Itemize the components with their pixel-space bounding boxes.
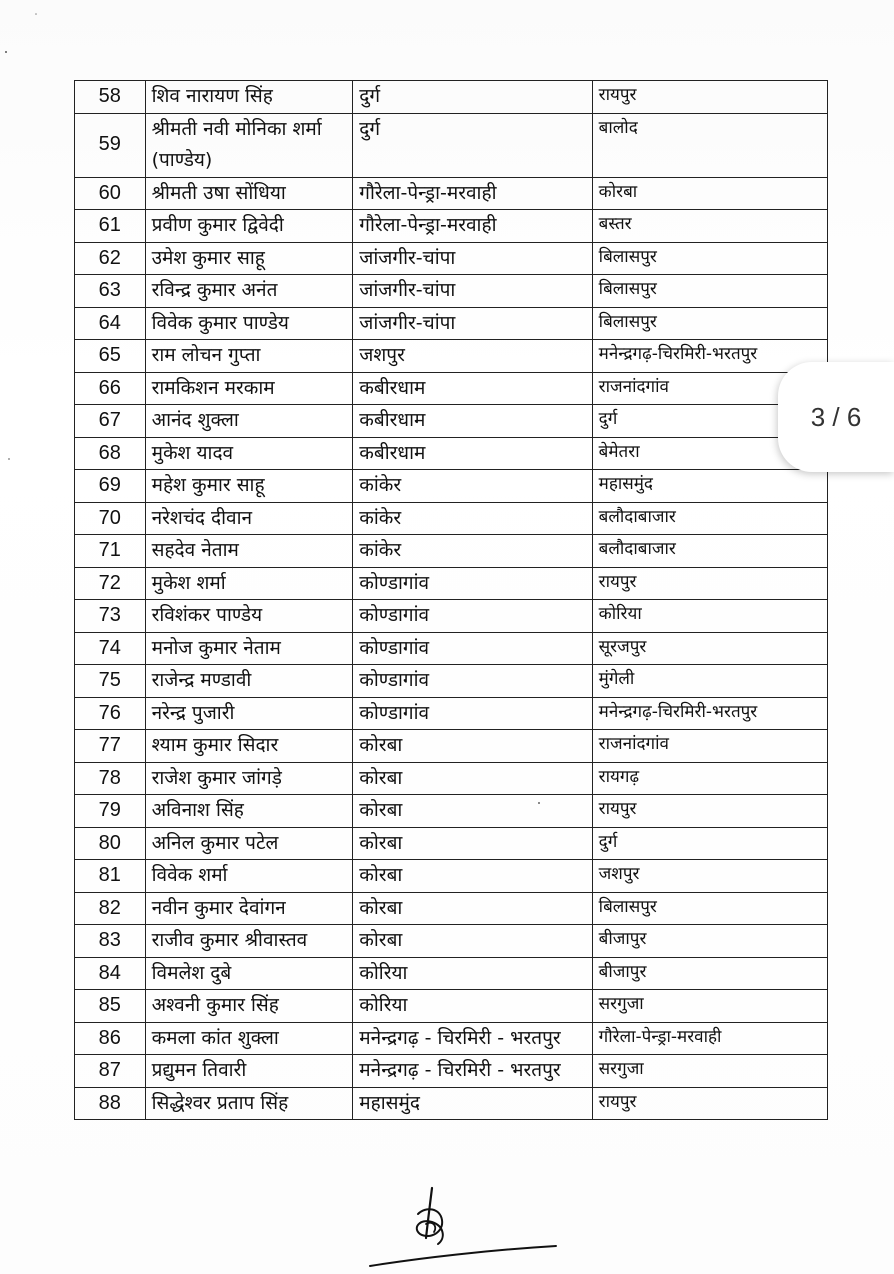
transfer-district-cell: गौरेला-पेन्ड्रा-मरवाही bbox=[592, 1022, 827, 1055]
table-row bbox=[75, 437, 828, 470]
employee-name-cell: रामकिशन मरकाम bbox=[145, 372, 353, 405]
current-district-cell: कबीरधाम bbox=[353, 405, 592, 438]
employee-name-cell: उमेश कुमार साहू bbox=[145, 242, 353, 275]
table-row bbox=[75, 567, 828, 600]
serial-number-cell: 78 bbox=[75, 762, 146, 795]
employee-name-cell: श्याम कुमार सिदार bbox=[145, 730, 353, 763]
table-row bbox=[75, 177, 828, 210]
transfer-district-cell: कोरिया bbox=[592, 600, 827, 633]
table-row bbox=[75, 697, 828, 730]
serial-number-cell: 82 bbox=[75, 892, 146, 925]
current-district-cell: जशपुर bbox=[353, 340, 592, 373]
employee-name-cell: अविनाश सिंह bbox=[145, 795, 353, 828]
serial-number-cell: 71 bbox=[75, 535, 146, 568]
employee-name-cell: शिव नारायण सिंह bbox=[145, 81, 353, 114]
current-district-cell: मनेन्द्रगढ़ - चिरमिरी - भरतपुर bbox=[353, 1022, 592, 1055]
table-row bbox=[75, 860, 828, 893]
serial-number-cell: 87 bbox=[75, 1055, 146, 1088]
table-row bbox=[75, 535, 828, 568]
table-row bbox=[75, 210, 828, 243]
employee-name-cell: विमलेश दुबे bbox=[145, 957, 353, 990]
serial-number-cell: 81 bbox=[75, 860, 146, 893]
employee-name-cell: सिद्धेश्वर प्रताप सिंह bbox=[145, 1087, 353, 1120]
current-district-cell: दुर्ग bbox=[353, 113, 592, 177]
employee-name-cell: रविन्द्र कुमार अनंत bbox=[145, 275, 353, 308]
transfer-district-cell: कोरबा bbox=[592, 177, 827, 210]
signature-image bbox=[360, 1180, 570, 1270]
serial-number-cell: 58 bbox=[75, 81, 146, 114]
employee-name-cell: आनंद शुक्ला bbox=[145, 405, 353, 438]
serial-number-cell: 84 bbox=[75, 957, 146, 990]
employee-name-cell: प्रवीण कुमार द्विवेदी bbox=[145, 210, 353, 243]
current-district-cell: कोरबा bbox=[353, 795, 592, 828]
employee-name-cell: नवीन कुमार देवांगन bbox=[145, 892, 353, 925]
serial-number-cell: 70 bbox=[75, 502, 146, 535]
current-district-cell: कोण्डागांव bbox=[353, 600, 592, 633]
current-district-cell: कोरबा bbox=[353, 762, 592, 795]
transfer-district-cell: रायपुर bbox=[592, 81, 827, 114]
current-district-cell: दुर्ग bbox=[353, 81, 592, 114]
employee-name-cell: श्रीमती नवी मोनिका शर्मा (पाण्डेय) bbox=[145, 113, 353, 177]
employee-name-cell: विवेक कुमार पाण्डेय bbox=[145, 307, 353, 340]
serial-number-cell: 73 bbox=[75, 600, 146, 633]
current-district-cell: कोरबा bbox=[353, 827, 592, 860]
transfer-district-cell: रायपुर bbox=[592, 567, 827, 600]
current-district-cell: कोरिया bbox=[353, 957, 592, 990]
employee-name-cell: महेश कुमार साहू bbox=[145, 470, 353, 503]
employee-name-cell: नरेन्द्र पुजारी bbox=[145, 697, 353, 730]
page-indicator: 3 / 6 bbox=[778, 362, 894, 472]
transfer-district-cell: बलौदाबाजार bbox=[592, 535, 827, 568]
current-district-cell: जांजगीर-चांपा bbox=[353, 275, 592, 308]
employee-name-cell: राजेन्द्र मण्डावी bbox=[145, 665, 353, 698]
serial-number-cell: 65 bbox=[75, 340, 146, 373]
table-row bbox=[75, 1022, 828, 1055]
transfer-district-cell: सरगुजा bbox=[592, 1055, 827, 1088]
table-row bbox=[75, 502, 828, 535]
serial-number-cell: 75 bbox=[75, 665, 146, 698]
current-district-cell: कांकेर bbox=[353, 502, 592, 535]
serial-number-cell: 86 bbox=[75, 1022, 146, 1055]
transfer-district-cell: बस्तर bbox=[592, 210, 827, 243]
transfer-district-cell: बिलासपुर bbox=[592, 892, 827, 925]
table-row bbox=[75, 795, 828, 828]
transfer-district-cell: बालोद bbox=[592, 113, 827, 177]
current-district-cell: गौरेला-पेन्ड्रा-मरवाही bbox=[353, 210, 592, 243]
current-district-cell: कांकेर bbox=[353, 470, 592, 503]
serial-number-cell: 61 bbox=[75, 210, 146, 243]
current-district-cell: गौरेला-पेन्ड्रा-मरवाही bbox=[353, 177, 592, 210]
serial-number-cell: 64 bbox=[75, 307, 146, 340]
transfer-district-cell: रायपुर bbox=[592, 1087, 827, 1120]
current-district-cell: कबीरधाम bbox=[353, 372, 592, 405]
transfer-district-cell: बेमेतरा bbox=[592, 437, 827, 470]
transfer-district-cell: मनेन्द्रगढ़-चिरमिरी-भरतपुर bbox=[592, 340, 827, 373]
table-row bbox=[75, 372, 828, 405]
table-row bbox=[75, 1087, 828, 1120]
serial-number-cell: 63 bbox=[75, 275, 146, 308]
current-district-cell: कबीरधाम bbox=[353, 437, 592, 470]
transfer-district-cell: बिलासपुर bbox=[592, 242, 827, 275]
current-district-cell: कांकेर bbox=[353, 535, 592, 568]
table-row bbox=[75, 957, 828, 990]
table-row bbox=[75, 81, 828, 114]
current-district-cell: कोण्डागांव bbox=[353, 567, 592, 600]
transfer-district-cell: मुंगेली bbox=[592, 665, 827, 698]
table-row bbox=[75, 242, 828, 275]
serial-number-cell: 60 bbox=[75, 177, 146, 210]
serial-number-cell: 72 bbox=[75, 567, 146, 600]
employee-name-cell: मुकेश यादव bbox=[145, 437, 353, 470]
transfer-district-cell: राजनांदगांव bbox=[592, 730, 827, 763]
serial-number-cell: 76 bbox=[75, 697, 146, 730]
serial-number-cell: 85 bbox=[75, 990, 146, 1023]
current-district-cell: कोरिया bbox=[353, 990, 592, 1023]
serial-number-cell: 83 bbox=[75, 925, 146, 958]
table-row bbox=[75, 990, 828, 1023]
transfer-district-cell: जशपुर bbox=[592, 860, 827, 893]
serial-number-cell: 62 bbox=[75, 242, 146, 275]
serial-number-cell: 79 bbox=[75, 795, 146, 828]
employee-name-cell: विवेक शर्मा bbox=[145, 860, 353, 893]
transfer-district-cell: राजनांदगांव bbox=[592, 372, 827, 405]
employee-name-cell: रविशंकर पाण्डेय bbox=[145, 600, 353, 633]
serial-number-cell: 66 bbox=[75, 372, 146, 405]
table-row bbox=[75, 275, 828, 308]
transfer-district-cell: मनेन्द्रगढ़-चिरमिरी-भरतपुर bbox=[592, 697, 827, 730]
employee-name-cell: कमला कांत शुक्ला bbox=[145, 1022, 353, 1055]
table-row bbox=[75, 632, 828, 665]
table-row bbox=[75, 340, 828, 373]
current-district-cell: जांजगीर-चांपा bbox=[353, 307, 592, 340]
transfer-table-body bbox=[75, 81, 828, 1120]
employee-name-cell: नरेशचंद दीवान bbox=[145, 502, 353, 535]
transfer-district-cell: बीजापुर bbox=[592, 957, 827, 990]
current-district-cell: कोण्डागांव bbox=[353, 632, 592, 665]
table-row bbox=[75, 1055, 828, 1088]
table-row bbox=[75, 730, 828, 763]
serial-number-cell: 59 bbox=[75, 113, 146, 177]
employee-name-cell: सहदेव नेताम bbox=[145, 535, 353, 568]
table-row bbox=[75, 762, 828, 795]
employee-name-cell: मनोज कुमार नेताम bbox=[145, 632, 353, 665]
table-row bbox=[75, 405, 828, 438]
transfer-district-cell: रायगढ़ bbox=[592, 762, 827, 795]
current-district-cell: कोरबा bbox=[353, 730, 592, 763]
employee-name-cell: मुकेश शर्मा bbox=[145, 567, 353, 600]
employee-name-cell: श्रीमती उषा सोंधिया bbox=[145, 177, 353, 210]
transfer-district-cell: बलौदाबाजार bbox=[592, 502, 827, 535]
current-district-cell: कोरबा bbox=[353, 892, 592, 925]
employee-name-cell: राजीव कुमार श्रीवास्तव bbox=[145, 925, 353, 958]
serial-number-cell: 74 bbox=[75, 632, 146, 665]
current-district-cell: कोरबा bbox=[353, 925, 592, 958]
serial-number-cell: 69 bbox=[75, 470, 146, 503]
table-row bbox=[75, 892, 828, 925]
transfer-district-cell: बिलासपुर bbox=[592, 275, 827, 308]
serial-number-cell: 67 bbox=[75, 405, 146, 438]
transfer-district-cell: रायपुर bbox=[592, 795, 827, 828]
transfer-district-cell: बीजापुर bbox=[592, 925, 827, 958]
current-district-cell: कोण्डागांव bbox=[353, 665, 592, 698]
serial-number-cell: 80 bbox=[75, 827, 146, 860]
table-row bbox=[75, 925, 828, 958]
table-row bbox=[75, 307, 828, 340]
transfer-district-cell: दुर्ग bbox=[592, 405, 827, 438]
serial-number-cell: 68 bbox=[75, 437, 146, 470]
serial-number-cell: 77 bbox=[75, 730, 146, 763]
table-row bbox=[75, 113, 828, 177]
employee-name-cell: अनिल कुमार पटेल bbox=[145, 827, 353, 860]
current-district-cell: कोण्डागांव bbox=[353, 697, 592, 730]
table-row bbox=[75, 665, 828, 698]
serial-number-cell: 88 bbox=[75, 1087, 146, 1120]
transfer-table bbox=[74, 80, 828, 1120]
employee-name-cell: अश्वनी कुमार सिंह bbox=[145, 990, 353, 1023]
current-district-cell: जांजगीर-चांपा bbox=[353, 242, 592, 275]
transfer-district-cell: बिलासपुर bbox=[592, 307, 827, 340]
transfer-district-cell: दुर्ग bbox=[592, 827, 827, 860]
current-district-cell: महासमुंद bbox=[353, 1087, 592, 1120]
employee-name-cell: प्रद्युमन तिवारी bbox=[145, 1055, 353, 1088]
transfer-district-cell: सरगुजा bbox=[592, 990, 827, 1023]
employee-name-cell: राजेश कुमार जांगड़े bbox=[145, 762, 353, 795]
table-row bbox=[75, 827, 828, 860]
transfer-district-cell: महासमुंद bbox=[592, 470, 827, 503]
current-district-cell: मनेन्द्रगढ़ - चिरमिरी - भरतपुर bbox=[353, 1055, 592, 1088]
table-row bbox=[75, 600, 828, 633]
transfer-district-cell: सूरजपुर bbox=[592, 632, 827, 665]
employee-name-cell: राम लोचन गुप्ता bbox=[145, 340, 353, 373]
table-row bbox=[75, 470, 828, 503]
current-district-cell: कोरबा bbox=[353, 860, 592, 893]
